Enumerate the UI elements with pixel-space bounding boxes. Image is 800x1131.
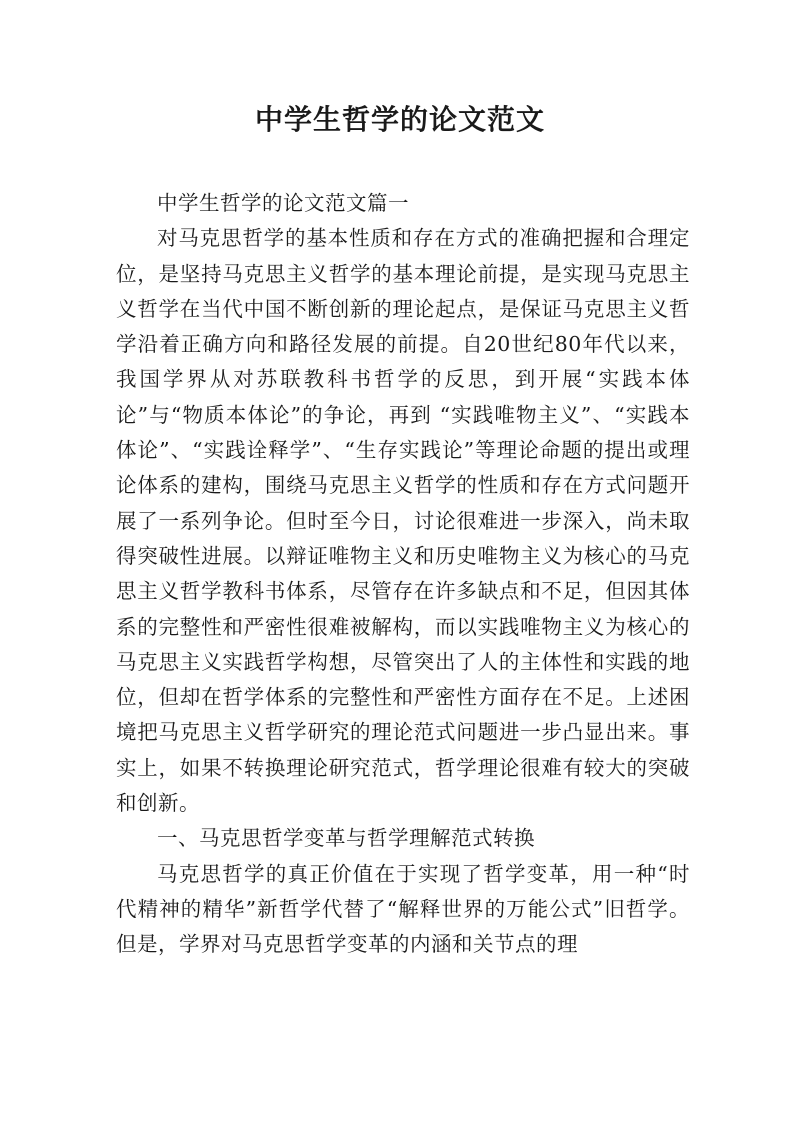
body-paragraph: 对马克思哲学的基本性质和存在方式的准确把握和合理定位，是坚持马克思主义哲学的基本理论前提，是实现马克思主义哲学在当代中国不断创新的理论起点，是保证马克思主义哲学沿着正确方向和路径发展的前提。自20世纪80年代以来，我国学界从对苏联教科书哲学的反思，到开展“实践本体论”与“物质本体论”的争论，再到 “实践唯物主义”、“实践本体论”、“实践诠释学”、“生存实践论”等理论命题的提出或理论体系的建构，围绕马克思主义哲学的性质和存在方式问题开展了一系列争论。但时至今日，讨论很难进一步深入，尚未取得突破性进展。以辩证唯物主义和历史唯物主义为核心的马克思主义哲学教科书体系，尽管存在许多缺点和不足，但因其体系的完整性和严密性很难被解构，而以实践唯物主义为核心的马克思主义实践哲学构想，尽管突出了人的主体性和实践的地位，但却在哲学体系的完整性和严密性方面存在不足。上述困境把马克思主义哲学研究的理论范式问题进一步凸显出来。事实上，如果不转换理论研究范式，哲学理论很难有较大的突破和创新。 bbox=[116, 226, 690, 816]
document-body bbox=[116, 186, 690, 963]
section-subtitle: 中学生哲学的论文范文篇一 bbox=[157, 191, 409, 215]
document-title: 中学生哲学的论文范文 bbox=[254, 103, 545, 136]
body-paragraph: 马克思哲学的真正价值在于实现了哲学变革，用一种“时代精神的精华”新哲学代替了“解释世界的万能公式”旧哲学。但是，学界对马克思哲学变革的内涵和关节点的理 bbox=[116, 861, 690, 957]
section-heading: 一、马克思哲学变革与哲学理解范式转换 bbox=[157, 826, 535, 851]
